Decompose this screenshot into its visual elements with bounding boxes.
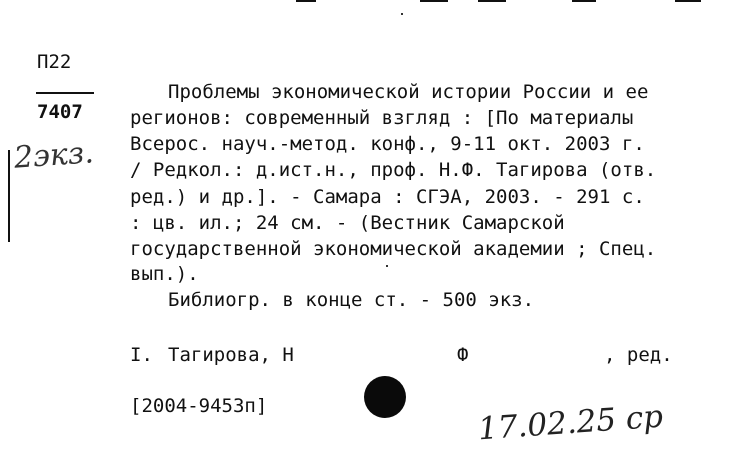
card-punch-hole [364,376,406,418]
top-edge-mark [420,0,448,2]
inventory-number: 7407 [37,101,83,123]
handwritten-copies-note: 2экз. [12,135,95,176]
top-edge-mark [675,0,701,2]
shelf-mark-rule [36,92,94,94]
description-line: / Редкол.: д.ист.н., проф. Н.Ф. Тагирова (отв. [130,159,657,181]
top-edge-mark [296,0,316,2]
top-edge-mark [572,0,596,2]
added-entry-initial: Ф [457,344,469,366]
description-line: вып.). [130,263,199,285]
scan-speck [386,265,388,267]
added-entry-role: , ред. [604,344,673,366]
description-line: : цв. ил.; 24 см. - (Вестник Самарской [130,212,565,234]
description-line: Всерос. науч.-метод. конф., 9-11 окт. 2003 г. [130,133,645,155]
added-entry-numeral: I. [130,344,153,366]
handwritten-date: 17.02.25 ср [476,398,665,448]
scan-speck [401,13,403,15]
card-left-border [8,150,10,242]
top-edge-mark [478,0,506,2]
description-line: государственной экономической академии ; Спец. [130,238,657,260]
description-line: Проблемы экономической истории России и ее [168,81,649,103]
shelf-mark: П22 [37,51,72,73]
description-line: ред.) и др.]. - Самара : СГЭА, 2003. - 291 с. [130,186,645,208]
added-entry-name: Тагирова, Н [168,344,294,366]
description-line: регионов: современный взгляд : [По материалы [130,107,634,129]
bibliography-note: Библиогр. в конце ст. - 500 экз. [168,289,535,311]
registration-number: [2004-9453п] [130,395,268,417]
